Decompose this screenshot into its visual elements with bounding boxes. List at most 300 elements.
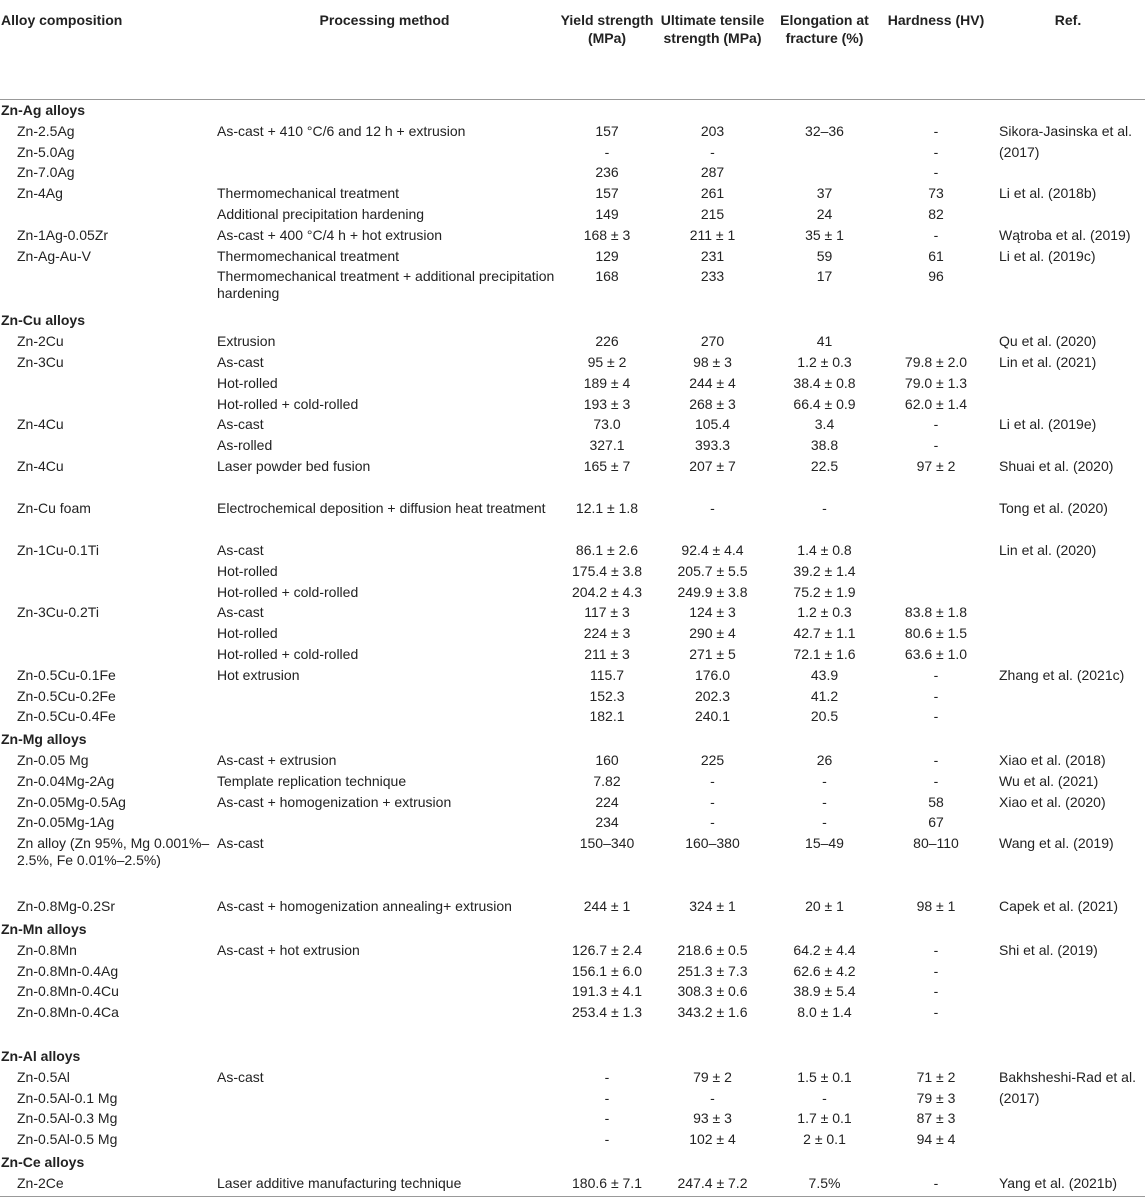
cell-hardness: 67 (928, 814, 944, 831)
cell-alloy-composition: Zn-0.05Mg-1Ag (17, 814, 115, 831)
cell-reference (991, 437, 1145, 458)
cell-ultimate-tensile-strength: - (710, 814, 715, 831)
cell-ultimate-tensile-strength: 225 (700, 751, 725, 768)
cell-elongation: 38.8 (810, 437, 839, 454)
cell-reference (991, 1004, 1145, 1046)
table-row (0, 963, 1145, 984)
cell-ultimate-tensile-strength: 244 ± 4 (689, 374, 736, 391)
cell-elongation: - (822, 1089, 827, 1106)
cell-alloy-composition: Zn-0.8Mn-0.4Ag (17, 962, 119, 979)
cell-reference: Xiao et al. (2018) (999, 751, 1106, 768)
cell-elongation: 1.2 ± 0.3 (797, 604, 852, 621)
cell-ultimate-tensile-strength: 102 ± 4 (689, 1131, 736, 1148)
cell-ultimate-tensile-strength: 240.1 (694, 708, 731, 725)
cell-processing-method (212, 688, 557, 709)
table-row (0, 688, 1145, 709)
cell-hardness: - (933, 226, 939, 243)
table-row (0, 1110, 1145, 1131)
cell-reference: Lin et al. (2021) (999, 353, 1097, 370)
cell-hardness: 73 (928, 185, 944, 202)
cell-reference (991, 584, 1145, 605)
cell-elongation: - (822, 814, 827, 831)
table-row (0, 708, 1145, 729)
cell-processing-method: As-cast + hot extrusion (217, 941, 360, 958)
cell-yield-strength: 117 ± 3 (584, 604, 630, 621)
table-row (0, 773, 1145, 794)
cell-yield-strength: 234 (595, 814, 619, 831)
cell-reference: Wang et al. (2019) (999, 835, 1114, 852)
cell-reference: Tong et al. (2020) (999, 499, 1108, 516)
cell-reference (991, 268, 1145, 310)
table-header (0, 0, 1145, 100)
table-row (0, 1069, 1145, 1090)
cell-reference: Capek et al. (2021) (999, 898, 1119, 915)
cell-ultimate-tensile-strength: 393.3 (694, 437, 731, 454)
group-title: Zn-Ag alloys (1, 102, 86, 118)
cell-processing-method (212, 1090, 557, 1111)
cell-elongation (768, 164, 881, 185)
cell-elongation: - (822, 793, 827, 810)
cell-processing-method: Hot-rolled (217, 374, 278, 391)
cell-alloy-composition: Zn-0.5Cu-0.2Fe (17, 687, 116, 704)
cell-hardness: - (933, 416, 939, 433)
cell-processing-method: Hot-rolled (217, 625, 278, 642)
cell-elongation: 64.2 ± 4.4 (793, 941, 856, 958)
cell-ultimate-tensile-strength: 261 (700, 185, 725, 202)
cell-ultimate-tensile-strength: 343.2 ± 1.6 (677, 1004, 748, 1021)
cell-elongation: 35 ± 1 (805, 226, 844, 243)
cell-processing-method: As-cast + 410 °C/6 and 12 h + extrusion (217, 122, 466, 139)
cell-elongation: 22.5 (810, 457, 839, 474)
cell-alloy-composition: Zn-0.8Mn-0.4Cu (17, 983, 119, 1000)
cell-ultimate-tensile-strength: 92.4 ± 4.4 (681, 541, 744, 558)
cell-ultimate-tensile-strength: 215 (700, 205, 725, 222)
cell-yield-strength: 12.1 ± 1.8 (575, 499, 639, 516)
cell-alloy-composition (0, 206, 212, 227)
cell-elongation: 75.2 ± 1.9 (793, 583, 856, 600)
cell-elongation: 26 (816, 751, 833, 768)
table-row (0, 144, 1145, 165)
cell-yield-strength: 224 (595, 793, 619, 810)
cell-hardness: 87 ± 3 (916, 1110, 956, 1127)
cell-alloy-composition (0, 437, 212, 458)
cell-elongation: - (822, 772, 827, 789)
cell-ultimate-tensile-strength: 105.4 (694, 416, 731, 433)
cell-elongation: 37 (816, 185, 833, 202)
cell-elongation: 1.5 ± 0.1 (797, 1068, 852, 1085)
cell-hardness: - (933, 143, 939, 160)
cell-processing-method: Extrusion (217, 333, 276, 350)
group-title: Zn-Cu alloys (1, 312, 86, 329)
cell-ultimate-tensile-strength: 233 (700, 268, 725, 285)
cell-processing-method: As-cast (217, 353, 264, 370)
cell-elongation: 1.2 ± 0.3 (797, 353, 852, 370)
table-row (0, 268, 1145, 310)
cell-reference: Wątroba et al. (2019) (999, 226, 1131, 243)
header-ultimate-tensile-strength: Ultimate tensile strength (MPa) (657, 0, 768, 100)
cell-alloy-composition: Zn-2Cu (17, 333, 64, 350)
cell-hardness: 80–110 (913, 835, 959, 852)
cell-alloy-composition: Zn-3Cu-0.2Ti (17, 604, 99, 621)
cell-processing-method: Electrochemical deposition + diffusion heat treatment (217, 499, 546, 516)
cell-alloy-composition (0, 268, 212, 310)
cell-ultimate-tensile-strength: 93 ± 3 (693, 1110, 732, 1127)
cell-alloy-composition: Zn-0.8Mn (17, 941, 77, 958)
cell-alloy-composition: Zn-4Cu (17, 457, 64, 474)
cell-alloy-composition (0, 396, 212, 417)
cell-yield-strength: 175.4 ± 3.8 (572, 562, 642, 579)
cell-hardness: - (933, 751, 939, 768)
cell-reference (991, 206, 1145, 227)
table-row (0, 164, 1145, 185)
table-row (0, 248, 1145, 269)
cell-ultimate-tensile-strength: 268 ± 3 (689, 395, 736, 412)
cell-alloy-composition: Zn-Ag-Au-V (17, 247, 91, 264)
cell-yield-strength: 115.7 (590, 666, 624, 683)
table-row (0, 667, 1145, 688)
cell-yield-strength: 211 ± 3 (584, 645, 630, 662)
cell-reference: Li et al. (2018b) (999, 185, 1097, 202)
cell-processing-method: As-rolled (217, 437, 273, 454)
cell-elongation: 32–36 (805, 122, 844, 139)
cell-ultimate-tensile-strength: - (710, 1089, 715, 1106)
cell-processing-method: As-cast + extrusion (217, 751, 337, 768)
cell-yield-strength: 226 (595, 333, 619, 350)
table-row (0, 416, 1145, 437)
cell-yield-strength: 126.7 ± 2.4 (572, 941, 642, 958)
cell-yield-strength: 168 (595, 268, 619, 285)
group-row (0, 919, 1145, 942)
cell-processing-method: As-cast (217, 541, 264, 558)
cell-processing-method: Hot-rolled (217, 562, 278, 579)
cell-reference: Sikora-Jasinska et al. (999, 122, 1133, 139)
cell-processing-method (212, 1004, 557, 1046)
cell-processing-method (212, 983, 557, 1004)
cell-yield-strength: 253.4 ± 1.3 (572, 1004, 642, 1021)
cell-processing-method: As-cast (217, 604, 264, 621)
cell-alloy-composition: Zn-0.05Mg-0.5Ag (17, 793, 126, 810)
cell-reference: Shuai et al. (2020) (999, 457, 1114, 474)
cell-alloy-composition: Zn-0.5Cu-0.1Fe (17, 666, 116, 683)
cell-reference: Lin et al. (2020) (999, 541, 1097, 558)
cell-elongation: 42.7 ± 1.1 (793, 625, 856, 642)
cell-hardness (881, 333, 991, 354)
cell-alloy-composition: Zn-5.0Ag (17, 143, 75, 160)
cell-ultimate-tensile-strength: - (710, 499, 715, 516)
cell-ultimate-tensile-strength: 124 ± 3 (689, 604, 736, 621)
table-row (0, 1004, 1145, 1046)
cell-hardness (881, 542, 991, 563)
cell-reference: Li et al. (2019e) (999, 416, 1097, 433)
cell-alloy-composition: Zn-0.5Al-0.3 Mg (17, 1110, 118, 1127)
table-row (0, 437, 1145, 458)
table-row (0, 794, 1145, 815)
cell-elongation: 20.5 (810, 708, 839, 725)
cell-elongation: 38.4 ± 0.8 (793, 374, 856, 391)
table-row (0, 1131, 1145, 1152)
cell-reference: Bakhsheshi-Rad et al. (999, 1068, 1136, 1085)
cell-yield-strength: 160 (595, 751, 619, 768)
cell-yield-strength: 150–340 (579, 835, 635, 852)
group-row (0, 1046, 1145, 1069)
cell-elongation: 1.7 ± 0.1 (797, 1110, 852, 1127)
cell-yield-strength: 182.1 (589, 708, 625, 725)
cell-hardness: 61 (928, 247, 944, 264)
cell-ultimate-tensile-strength: 231 (700, 247, 725, 264)
cell-reference (991, 646, 1145, 667)
cell-hardness: 71 ± 2 (916, 1068, 956, 1085)
cell-yield-strength: 204.2 ± 4.3 (572, 583, 642, 600)
cell-elongation: 41 (816, 333, 833, 350)
table-row (0, 835, 1145, 898)
cell-ultimate-tensile-strength: - (710, 143, 715, 160)
cell-processing-method (212, 1110, 557, 1131)
cell-reference: (2017) (999, 1089, 1040, 1106)
table-row (0, 396, 1145, 417)
table-row (0, 123, 1145, 144)
cell-elongation: 66.4 ± 0.9 (793, 395, 856, 412)
cell-hardness (881, 563, 991, 584)
cell-elongation: 1.4 ± 0.8 (797, 541, 852, 558)
cell-reference (991, 164, 1145, 185)
cell-reference (991, 708, 1145, 729)
cell-alloy-composition: Zn-0.5Al-0.5 Mg (17, 1131, 118, 1148)
cell-processing-method: Thermomechanical treatment + additional precipitation hardening (217, 268, 555, 302)
cell-hardness: 79.8 ± 2.0 (904, 353, 968, 370)
cell-hardness: 62.0 ± 1.4 (904, 395, 968, 412)
cell-alloy-composition: Zn-0.5Cu-0.4Fe (17, 708, 116, 725)
cell-ultimate-tensile-strength: 202.3 (694, 687, 731, 704)
cell-yield-strength: 165 ± 7 (583, 457, 631, 474)
cell-hardness: - (881, 1175, 991, 1196)
cell-reference (991, 563, 1145, 584)
cell-hardness: 80.6 ± 1.5 (904, 625, 968, 642)
cell-processing-method: Hot-rolled + cold-rolled (217, 645, 359, 662)
cell-processing-method: Laser powder bed fusion (217, 457, 371, 474)
cell-processing-method: As-cast (217, 416, 264, 433)
cell-processing-method: As-cast + homogenization + extrusion (217, 793, 452, 810)
cell-elongation: 72.1 ± 1.6 (793, 645, 856, 662)
cell-reference: Qu et al. (2020) (999, 333, 1097, 350)
cell-processing-method: As-cast + homogenization annealing+ extrusion (217, 898, 512, 915)
cell-hardness (881, 584, 991, 605)
cell-yield-strength: - (604, 1131, 610, 1148)
cell-hardness: - (933, 666, 939, 683)
cell-hardness: 94 ± 4 (916, 1131, 956, 1148)
cell-reference (991, 604, 1145, 625)
table-row (0, 584, 1145, 605)
cell-elongation: 43.9 (810, 666, 839, 683)
cell-reference: Li et al. (2019c) (999, 247, 1096, 264)
cell-yield-strength: 73.0 (593, 416, 621, 433)
table-row (0, 227, 1145, 248)
table-row (0, 458, 1145, 500)
cell-alloy-composition: Zn-0.8Mn-0.4Ca (17, 1004, 119, 1021)
table-row (0, 625, 1145, 646)
group-row (0, 1152, 1145, 1175)
table-row (0, 354, 1145, 375)
cell-elongation: 7.5% (768, 1175, 881, 1196)
cell-ultimate-tensile-strength: 211 ± 1 (689, 226, 736, 243)
cell-ultimate-tensile-strength: 79 ± 2 (693, 1068, 732, 1085)
cell-processing-method: Thermomechanical treatment (217, 185, 400, 202)
cell-elongation: 2 ± 0.1 (803, 1131, 846, 1148)
group-row (0, 729, 1145, 752)
cell-processing-method (212, 144, 557, 165)
cell-alloy-composition (0, 646, 212, 667)
cell-alloy-composition: Zn-0.5Al-0.1 Mg (17, 1089, 118, 1106)
cell-yield-strength: 156.1 ± 6.0 (572, 962, 642, 979)
cell-elongation: 17 (816, 268, 833, 285)
cell-yield-strength: - (604, 143, 610, 160)
table-row (0, 646, 1145, 667)
cell-yield-strength: - (604, 1068, 610, 1085)
cell-reference (991, 625, 1145, 646)
cell-hardness: 98 ± 1 (916, 898, 956, 915)
cell-hardness: - (933, 941, 939, 958)
cell-elongation: 15–49 (805, 835, 844, 852)
cell-yield-strength: 95 ± 2 (587, 353, 627, 370)
cell-hardness: 97 ± 2 (916, 457, 956, 474)
cell-elongation: 3.4 (814, 416, 835, 433)
cell-ultimate-tensile-strength: 218.6 ± 0.5 (677, 941, 748, 958)
cell-elongation (768, 144, 881, 165)
cell-yield-strength: 157 (595, 122, 619, 139)
table-row (0, 563, 1145, 584)
cell-reference: Yang et al. (2021b) (991, 1175, 1145, 1196)
cell-hardness: - (933, 164, 939, 181)
cell-ultimate-tensile-strength: 251.3 ± 7.3 (677, 962, 748, 979)
cell-alloy-composition: Zn-4Ag (17, 185, 63, 202)
cell-alloy-composition: Zn-1Ag-0.05Zr (17, 226, 109, 243)
group-title: Zn-Ce alloys (1, 1154, 85, 1171)
header-yield-strength: Yield strength (MPa) (557, 0, 657, 100)
cell-hardness: - (933, 983, 939, 1000)
group-title: Zn-Mg alloys (1, 731, 87, 748)
cell-alloy-composition: Zn-2Ce (0, 1175, 212, 1196)
table-row (0, 983, 1145, 1004)
header-row (0, 0, 1145, 100)
cell-ultimate-tensile-strength: 287 (700, 164, 725, 181)
cell-elongation: 41.2 (810, 687, 839, 704)
cell-ultimate-tensile-strength: 176.0 (694, 666, 731, 683)
cell-reference: Xiao et al. (2020) (999, 793, 1106, 810)
cell-ultimate-tensile-strength: - (710, 793, 715, 810)
cell-reference: Shi et al. (2019) (999, 941, 1098, 958)
cell-yield-strength: 244 ± 1 (583, 898, 631, 915)
cell-hardness: 58 (928, 793, 944, 810)
cell-alloy-composition: Zn alloy (Zn 95%, Mg 0.001%–2.5%, Fe 0.01%–2.5%) (17, 835, 210, 869)
cell-yield-strength: 157 (595, 185, 619, 202)
table-row (0, 604, 1145, 625)
cell-reference (991, 396, 1145, 417)
cell-yield-strength: 86.1 ± 2.6 (575, 541, 639, 558)
table-row (0, 1175, 1145, 1196)
cell-ultimate-tensile-strength: 207 ± 7 (689, 457, 736, 474)
table-row (0, 500, 1145, 542)
cell-hardness: 96 (928, 268, 944, 285)
cell-ultimate-tensile-strength: 205.7 ± 5.5 (677, 562, 748, 579)
table-row (0, 333, 1145, 354)
cell-processing-method (212, 814, 557, 835)
table-row (0, 185, 1145, 206)
header-processing-method: Processing method (212, 0, 557, 100)
table-body (0, 100, 1145, 1197)
cell-yield-strength: 152.3 (589, 687, 625, 704)
header-hardness: Hardness (HV) (881, 0, 991, 100)
cell-yield-strength: - (604, 1089, 610, 1106)
cell-hardness: 79.0 ± 1.3 (904, 374, 968, 391)
cell-hardness: 79 ± 3 (916, 1089, 956, 1106)
cell-reference (991, 1131, 1145, 1152)
header-alloy-composition: Alloy composition (0, 0, 212, 100)
cell-elongation: 24 (816, 205, 833, 222)
cell-ultimate-tensile-strength: 290 ± 4 (689, 625, 736, 642)
cell-elongation: 59 (816, 247, 833, 264)
group-title: Zn-Mn alloys (1, 920, 87, 937)
cell-yield-strength: 129 (595, 247, 619, 264)
cell-processing-method (212, 1131, 557, 1152)
cell-hardness (881, 500, 991, 542)
cell-hardness: 63.6 ± 1.0 (904, 645, 968, 662)
cell-ultimate-tensile-strength: 324 ± 1 (689, 898, 736, 915)
cell-reference (991, 375, 1145, 396)
cell-alloy-composition (0, 375, 212, 396)
cell-hardness: - (933, 962, 939, 979)
cell-alloy-composition: Zn-0.5Al (17, 1068, 70, 1085)
cell-reference: (2017) (999, 143, 1040, 160)
cell-processing-method: Laser additive manufacturing technique (212, 1175, 557, 1196)
cell-processing-method: Hot extrusion (217, 666, 300, 683)
cell-elongation: - (822, 499, 827, 516)
cell-ultimate-tensile-strength: 160–380 (685, 835, 740, 852)
cell-reference (991, 983, 1145, 1004)
cell-yield-strength: 327.1 (589, 437, 625, 454)
table-row (0, 542, 1145, 563)
table-row (0, 814, 1145, 835)
cell-alloy-composition (0, 584, 212, 605)
cell-alloy-composition (0, 563, 212, 584)
cell-ultimate-tensile-strength: 270 (700, 333, 725, 350)
cell-elongation: 62.6 ± 4.2 (793, 962, 856, 979)
cell-alloy-composition: Zn-0.8Mg-0.2Sr (17, 898, 116, 915)
cell-elongation: 8.0 ± 1.4 (797, 1004, 852, 1021)
cell-yield-strength: 236 (595, 164, 619, 181)
table-row (0, 752, 1145, 773)
cell-alloy-composition: Zn-2.5Ag (17, 122, 75, 139)
cell-processing-method (212, 164, 557, 185)
cell-processing-method: Additional precipitation hardening (217, 205, 425, 222)
cell-ultimate-tensile-strength: - (710, 772, 715, 789)
cell-alloy-composition: Zn-3Cu (17, 353, 64, 370)
cell-hardness: 83.8 ± 1.8 (904, 604, 968, 621)
cell-yield-strength: 149 (595, 205, 619, 222)
cell-yield-strength: - (604, 1110, 610, 1127)
cell-processing-method (212, 708, 557, 729)
cell-hardness: - (933, 122, 939, 139)
cell-yield-strength: 180.6 ± 7.1 (557, 1175, 657, 1196)
header-elongation: Elongation at fracture (%) (768, 0, 881, 100)
cell-reference (991, 1110, 1145, 1131)
cell-hardness: - (933, 772, 939, 789)
group-row (0, 310, 1145, 333)
table-row (0, 898, 1145, 919)
group-title: Zn-Al alloys (1, 1048, 81, 1065)
cell-hardness: - (933, 1004, 939, 1021)
cell-elongation: 38.9 ± 5.4 (793, 983, 856, 1000)
cell-alloy-composition (0, 625, 212, 646)
group-row (0, 100, 1145, 123)
